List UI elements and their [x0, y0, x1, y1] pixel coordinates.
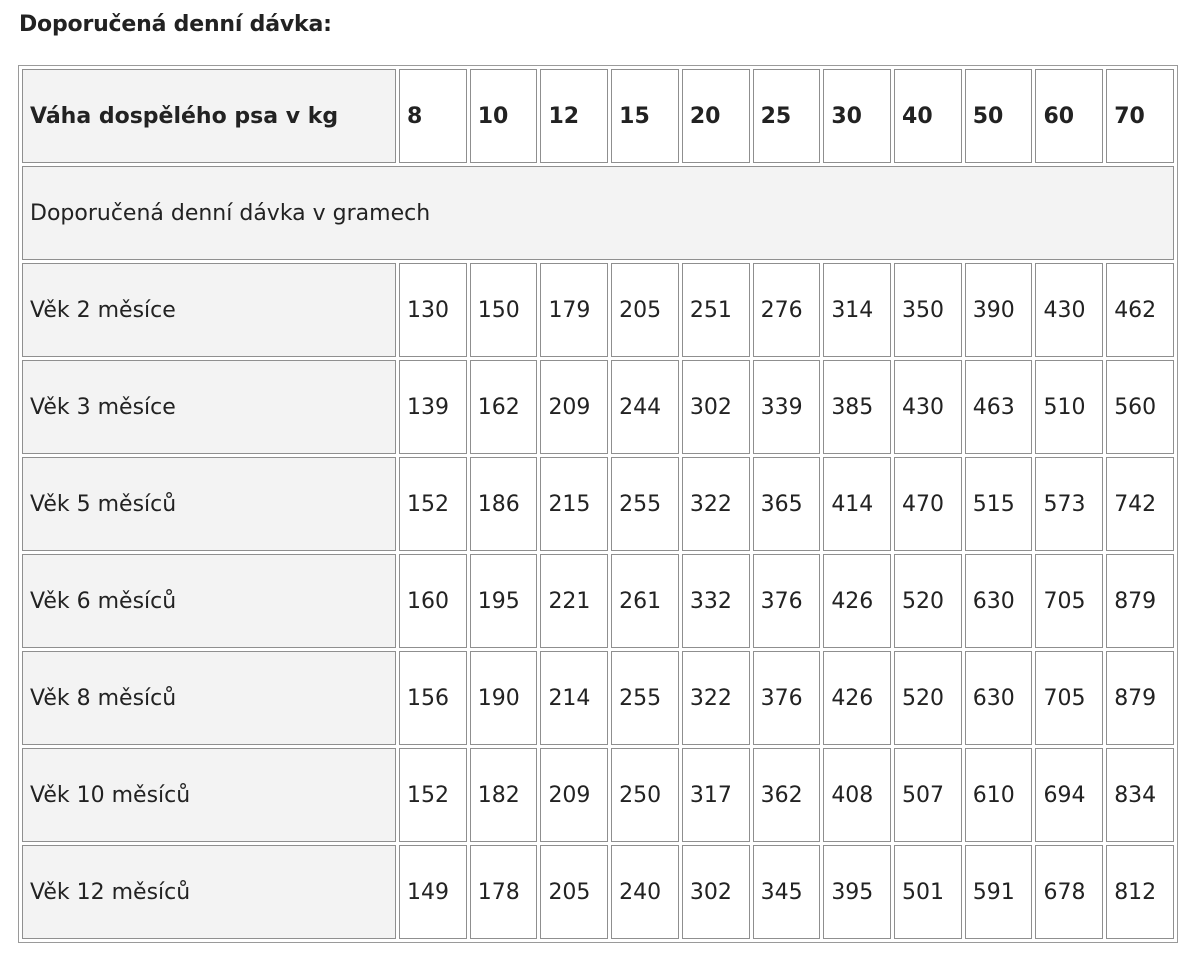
table-cell: 190	[470, 651, 538, 745]
table-cell: 694	[1035, 748, 1103, 842]
table-cell: 186	[470, 457, 538, 551]
feeding-table	[18, 65, 1178, 943]
table-cell: 250	[611, 748, 679, 842]
row-age-label: Věk 3 měsíce	[22, 360, 396, 454]
table-cell: 152	[399, 748, 467, 842]
table-cell: 149	[399, 845, 467, 939]
table-cell: 430	[1035, 263, 1103, 357]
table-row	[22, 263, 1174, 357]
table-subheader-row	[22, 166, 1174, 260]
table-cell: 408	[823, 748, 891, 842]
table-cell: 573	[1035, 457, 1103, 551]
table-cell: 630	[965, 554, 1033, 648]
table-cell: 130	[399, 263, 467, 357]
feeding-table-container	[18, 65, 1178, 943]
header-weight-cell: 10	[470, 69, 538, 163]
table-cell: 182	[470, 748, 538, 842]
table-cell: 221	[540, 554, 608, 648]
table-cell: 195	[470, 554, 538, 648]
table-row	[22, 845, 1174, 939]
table-cell: 395	[823, 845, 891, 939]
table-row	[22, 748, 1174, 842]
table-cell: 178	[470, 845, 538, 939]
table-cell: 244	[611, 360, 679, 454]
header-weight-label: Váha dospělého psa v kg	[22, 69, 396, 163]
table-cell: 630	[965, 651, 1033, 745]
table-cell: 314	[823, 263, 891, 357]
row-age-label: Věk 8 měsíců	[22, 651, 396, 745]
table-cell: 209	[540, 748, 608, 842]
table-cell: 501	[894, 845, 962, 939]
table-cell: 376	[753, 651, 821, 745]
table-cell: 302	[682, 360, 750, 454]
table-cell: 376	[753, 554, 821, 648]
table-cell: 139	[399, 360, 467, 454]
header-weight-cell: 40	[894, 69, 962, 163]
header-weight-cell: 50	[965, 69, 1033, 163]
table-cell: 879	[1106, 554, 1174, 648]
table-cell: 255	[611, 457, 679, 551]
table-cell: 350	[894, 263, 962, 357]
table-cell: 463	[965, 360, 1033, 454]
header-weight-cell: 70	[1106, 69, 1174, 163]
table-cell: 834	[1106, 748, 1174, 842]
header-weight-cell: 60	[1035, 69, 1103, 163]
table-cell: 317	[682, 748, 750, 842]
table-cell: 209	[540, 360, 608, 454]
table-cell: 345	[753, 845, 821, 939]
table-cell: 322	[682, 457, 750, 551]
table-cell: 520	[894, 554, 962, 648]
subheader-cell: Doporučená denní dávka v gramech	[22, 166, 1174, 260]
table-cell: 520	[894, 651, 962, 745]
table-cell: 261	[611, 554, 679, 648]
table-cell: 160	[399, 554, 467, 648]
table-cell: 390	[965, 263, 1033, 357]
table-cell: 302	[682, 845, 750, 939]
table-cell: 276	[753, 263, 821, 357]
table-cell: 462	[1106, 263, 1174, 357]
table-cell: 150	[470, 263, 538, 357]
table-row	[22, 360, 1174, 454]
header-weight-cell: 12	[540, 69, 608, 163]
table-cell: 162	[470, 360, 538, 454]
table-cell: 879	[1106, 651, 1174, 745]
table-cell: 332	[682, 554, 750, 648]
table-row	[22, 651, 1174, 745]
header-weight-cell: 20	[682, 69, 750, 163]
table-cell: 678	[1035, 845, 1103, 939]
table-cell: 426	[823, 554, 891, 648]
page-heading: Doporučená denní dávka:	[19, 12, 332, 37]
table-cell: 812	[1106, 845, 1174, 939]
table-cell: 591	[965, 845, 1033, 939]
table-cell: 214	[540, 651, 608, 745]
table-cell: 322	[682, 651, 750, 745]
table-cell: 470	[894, 457, 962, 551]
table-cell: 414	[823, 457, 891, 551]
table-cell: 255	[611, 651, 679, 745]
row-age-label: Věk 2 měsíce	[22, 263, 396, 357]
table-cell: 742	[1106, 457, 1174, 551]
table-cell: 205	[540, 845, 608, 939]
table-row	[22, 554, 1174, 648]
table-cell: 507	[894, 748, 962, 842]
table-cell: 385	[823, 360, 891, 454]
row-age-label: Věk 5 měsíců	[22, 457, 396, 551]
table-row	[22, 457, 1174, 551]
table-cell: 426	[823, 651, 891, 745]
table-cell: 179	[540, 263, 608, 357]
header-weight-cell: 15	[611, 69, 679, 163]
table-cell: 365	[753, 457, 821, 551]
table-cell: 251	[682, 263, 750, 357]
table-cell: 205	[611, 263, 679, 357]
table-cell: 560	[1106, 360, 1174, 454]
table-cell: 362	[753, 748, 821, 842]
table-cell: 152	[399, 457, 467, 551]
header-weight-cell: 25	[753, 69, 821, 163]
table-cell: 430	[894, 360, 962, 454]
table-cell: 705	[1035, 554, 1103, 648]
table-cell: 215	[540, 457, 608, 551]
table-cell: 515	[965, 457, 1033, 551]
header-weight-cell: 30	[823, 69, 891, 163]
table-cell: 510	[1035, 360, 1103, 454]
table-header-row	[22, 69, 1174, 163]
row-age-label: Věk 12 měsíců	[22, 845, 396, 939]
table-cell: 339	[753, 360, 821, 454]
header-weight-cell: 8	[399, 69, 467, 163]
table-cell: 705	[1035, 651, 1103, 745]
table-cell: 156	[399, 651, 467, 745]
table-cell: 240	[611, 845, 679, 939]
row-age-label: Věk 10 měsíců	[22, 748, 396, 842]
row-age-label: Věk 6 měsíců	[22, 554, 396, 648]
table-cell: 610	[965, 748, 1033, 842]
